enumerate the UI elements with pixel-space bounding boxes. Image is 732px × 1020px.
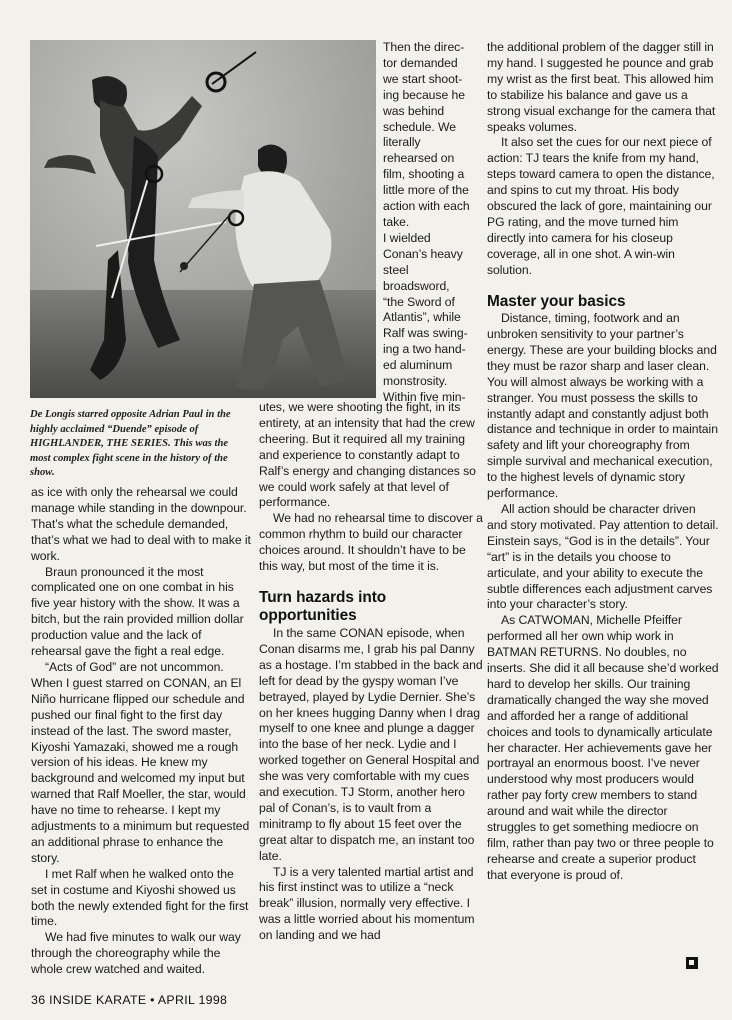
text-line: “the Sword of [383, 294, 455, 309]
text-line: ed aluminum [383, 358, 453, 373]
text-line: I wielded [383, 230, 431, 245]
paragraph: Braun pronounced it the most complicated one on one combat in his five year history with the show. It was a bitch, but the rain provided million dollar production value and the lack of rehearsal gave the fight a real edge. [31, 564, 244, 659]
paragraph: TJ is a very talented martial artist and his first instinct was to utilize a “neck break” illusion, normally very effective. I was a little worried about his momentum on landing and we had [259, 864, 475, 943]
column-1 [31, 485, 253, 978]
paragraph: Distance, timing, footwork and an unbroken sensitivity to your partner’s energy. These are your building blocks and they must be razor sharp and laser clean. You will almost always be working with a stranger. You must possess the skills to instantly adapt and constantly adjust both distance and technique in order to maintain safety and lift your choreography from simple survival and mechanical execution, to the highest levels of dynamic story performance. [487, 311, 718, 501]
text-line: take. [383, 214, 410, 229]
section-heading: Turn hazards into opportunities [259, 588, 387, 625]
text-line: monstrosity. [383, 374, 448, 389]
text-line: schedule. We [383, 119, 457, 134]
paragraph: In the same CONAN episode, when Conan disarms me, I grab his pal Danny as a hostage. I’m stabbed in the back and left for dead by the gyspy woman I’ve betrayed, played by Lydie Dernier. She’s on her knees hugging Danny when I drag myself to one knee and plunge a dagger into the base of her neck. Lydie and I worked together on General Hospital and she was very comfortable with my cues and execution. TJ Storm, another hero pal of Conan’s, is to vault from a minitramp to fly about 15 feet over the great altar to dispatch me, an instant too late. [259, 625, 483, 863]
text-line: broadsword, [383, 278, 450, 293]
paragraph: as ice with only the rehearsal we could manage while standing in the downpour. That’s what the schedule demanded, that’s what we had to deal with to make it work. [31, 485, 251, 563]
paragraph: We had no rehearsal time to discover a common rhythm to build our character choices around. It shouldn’t have to be this way, but most of the time it is. [259, 511, 483, 574]
text-line: action with each [383, 199, 470, 214]
end-of-article-icon [686, 957, 698, 969]
photo-caption: De Longis starred opposite Adrian Paul in the highly acclaimed “Duende” episode of HIGHLANDER, THE SERIES. This was the most complex fight scene in the history of the show. [30, 409, 231, 478]
paragraph: As CATWOMAN, Michelle Pfeiffer performed all her own whip work in BATMAN RETURNS. No doubles, no inserts. She did it all because she’d worked hard to develop her skills. Our training dramatically changed the way she moved and afforded her a range of additional choices and tools to dynamically articulate her character. Her achievements gave her portrayal an enormous boost. I’ve never understood why most producers would rather pay forty crew members to stand around and wait while the director struggles to get something mediocre on film, rather than pay two or three people to rehearse and create a superior product that everyone is proud of. [487, 613, 719, 882]
text-line: ing a two hand- [383, 342, 466, 357]
text-line: Within five min- [383, 389, 466, 404]
text-line: film, shooting a [383, 167, 465, 182]
page-footer: 36 INSIDE KARATE • APRIL 1998 [31, 993, 228, 1007]
text-line: Atlantis”, while [383, 310, 461, 325]
fight-scene-photo [30, 40, 376, 398]
text-line: steel [383, 262, 409, 277]
column-2-narrow [383, 40, 483, 406]
paragraph: It also set the cues for our next piece of action: TJ tears the knife from my hand, steps toward camera to open the distance, and spins to cut my throat. His body obscured the lack of gore, maintaining our PG rating, and the move turned him directly into camera for his closeup coverage, all in one shot. A win-win solution. [487, 135, 715, 277]
text-line: we start shoot- [383, 71, 463, 86]
paragraph: All action should be character driven and story motivated. Pay attention to detail. Einstein says, “God is in the details”. Your “art” is in the details you choose to articulate, and your ability to execute the subtle differences each adjustment carves into your character’s story. [487, 501, 719, 612]
paragraph: I met Ralf when he walked onto the set in costume and Kiyoshi showed us both the newly extended fight for the first time. [31, 866, 249, 929]
text-line: little more of the [383, 183, 469, 198]
text-line: rehearsed on [383, 151, 455, 166]
paragraph: utes, we were shooting the fight, in its entirety, at an intensity that had the crew cheering. But it required all my training and experience to constantly adapt to Ralf’s energy and changing distances so we could work safely at that level of performance. [259, 400, 476, 510]
paragraph: We had five minutes to walk our way through the choreography while the whole crew watched and waited. [31, 930, 241, 977]
column-2 [259, 400, 483, 944]
text-line: Ralf was swing- [383, 326, 468, 341]
text-line: Then the direc- [383, 40, 465, 54]
paragraph: the additional problem of the dagger still in my hand. I suggested he pounce and grab my wrist as the first beat. This allowed him to stabilize his balance and gave us a strong visual exchange for the camera that speaks volumes. [487, 40, 716, 134]
text-line: tor demanded [383, 55, 458, 70]
text-line: Conan’s heavy [383, 246, 463, 261]
text-line: literally [383, 135, 421, 150]
section-heading: Master your basics [487, 292, 626, 310]
text-line: ing because he [383, 87, 465, 102]
column-3 [487, 40, 719, 884]
text-line: was behind [383, 103, 445, 118]
paragraph: “Acts of God” are not uncommon. When I guest starred on CONAN, an El Niño hurricane flipped our schedule and pushed our final fight to the first day instead of the last. The sword master, Kiyoshi Yamazaki, showed me a rough version of his ideas. He knew my background and welcomed my input but warned that Ralf Moeller, the star, would have no time to rehearse. I kept my adjustments to a minimum but requested an additional phrase to enhance the story. [31, 659, 250, 865]
